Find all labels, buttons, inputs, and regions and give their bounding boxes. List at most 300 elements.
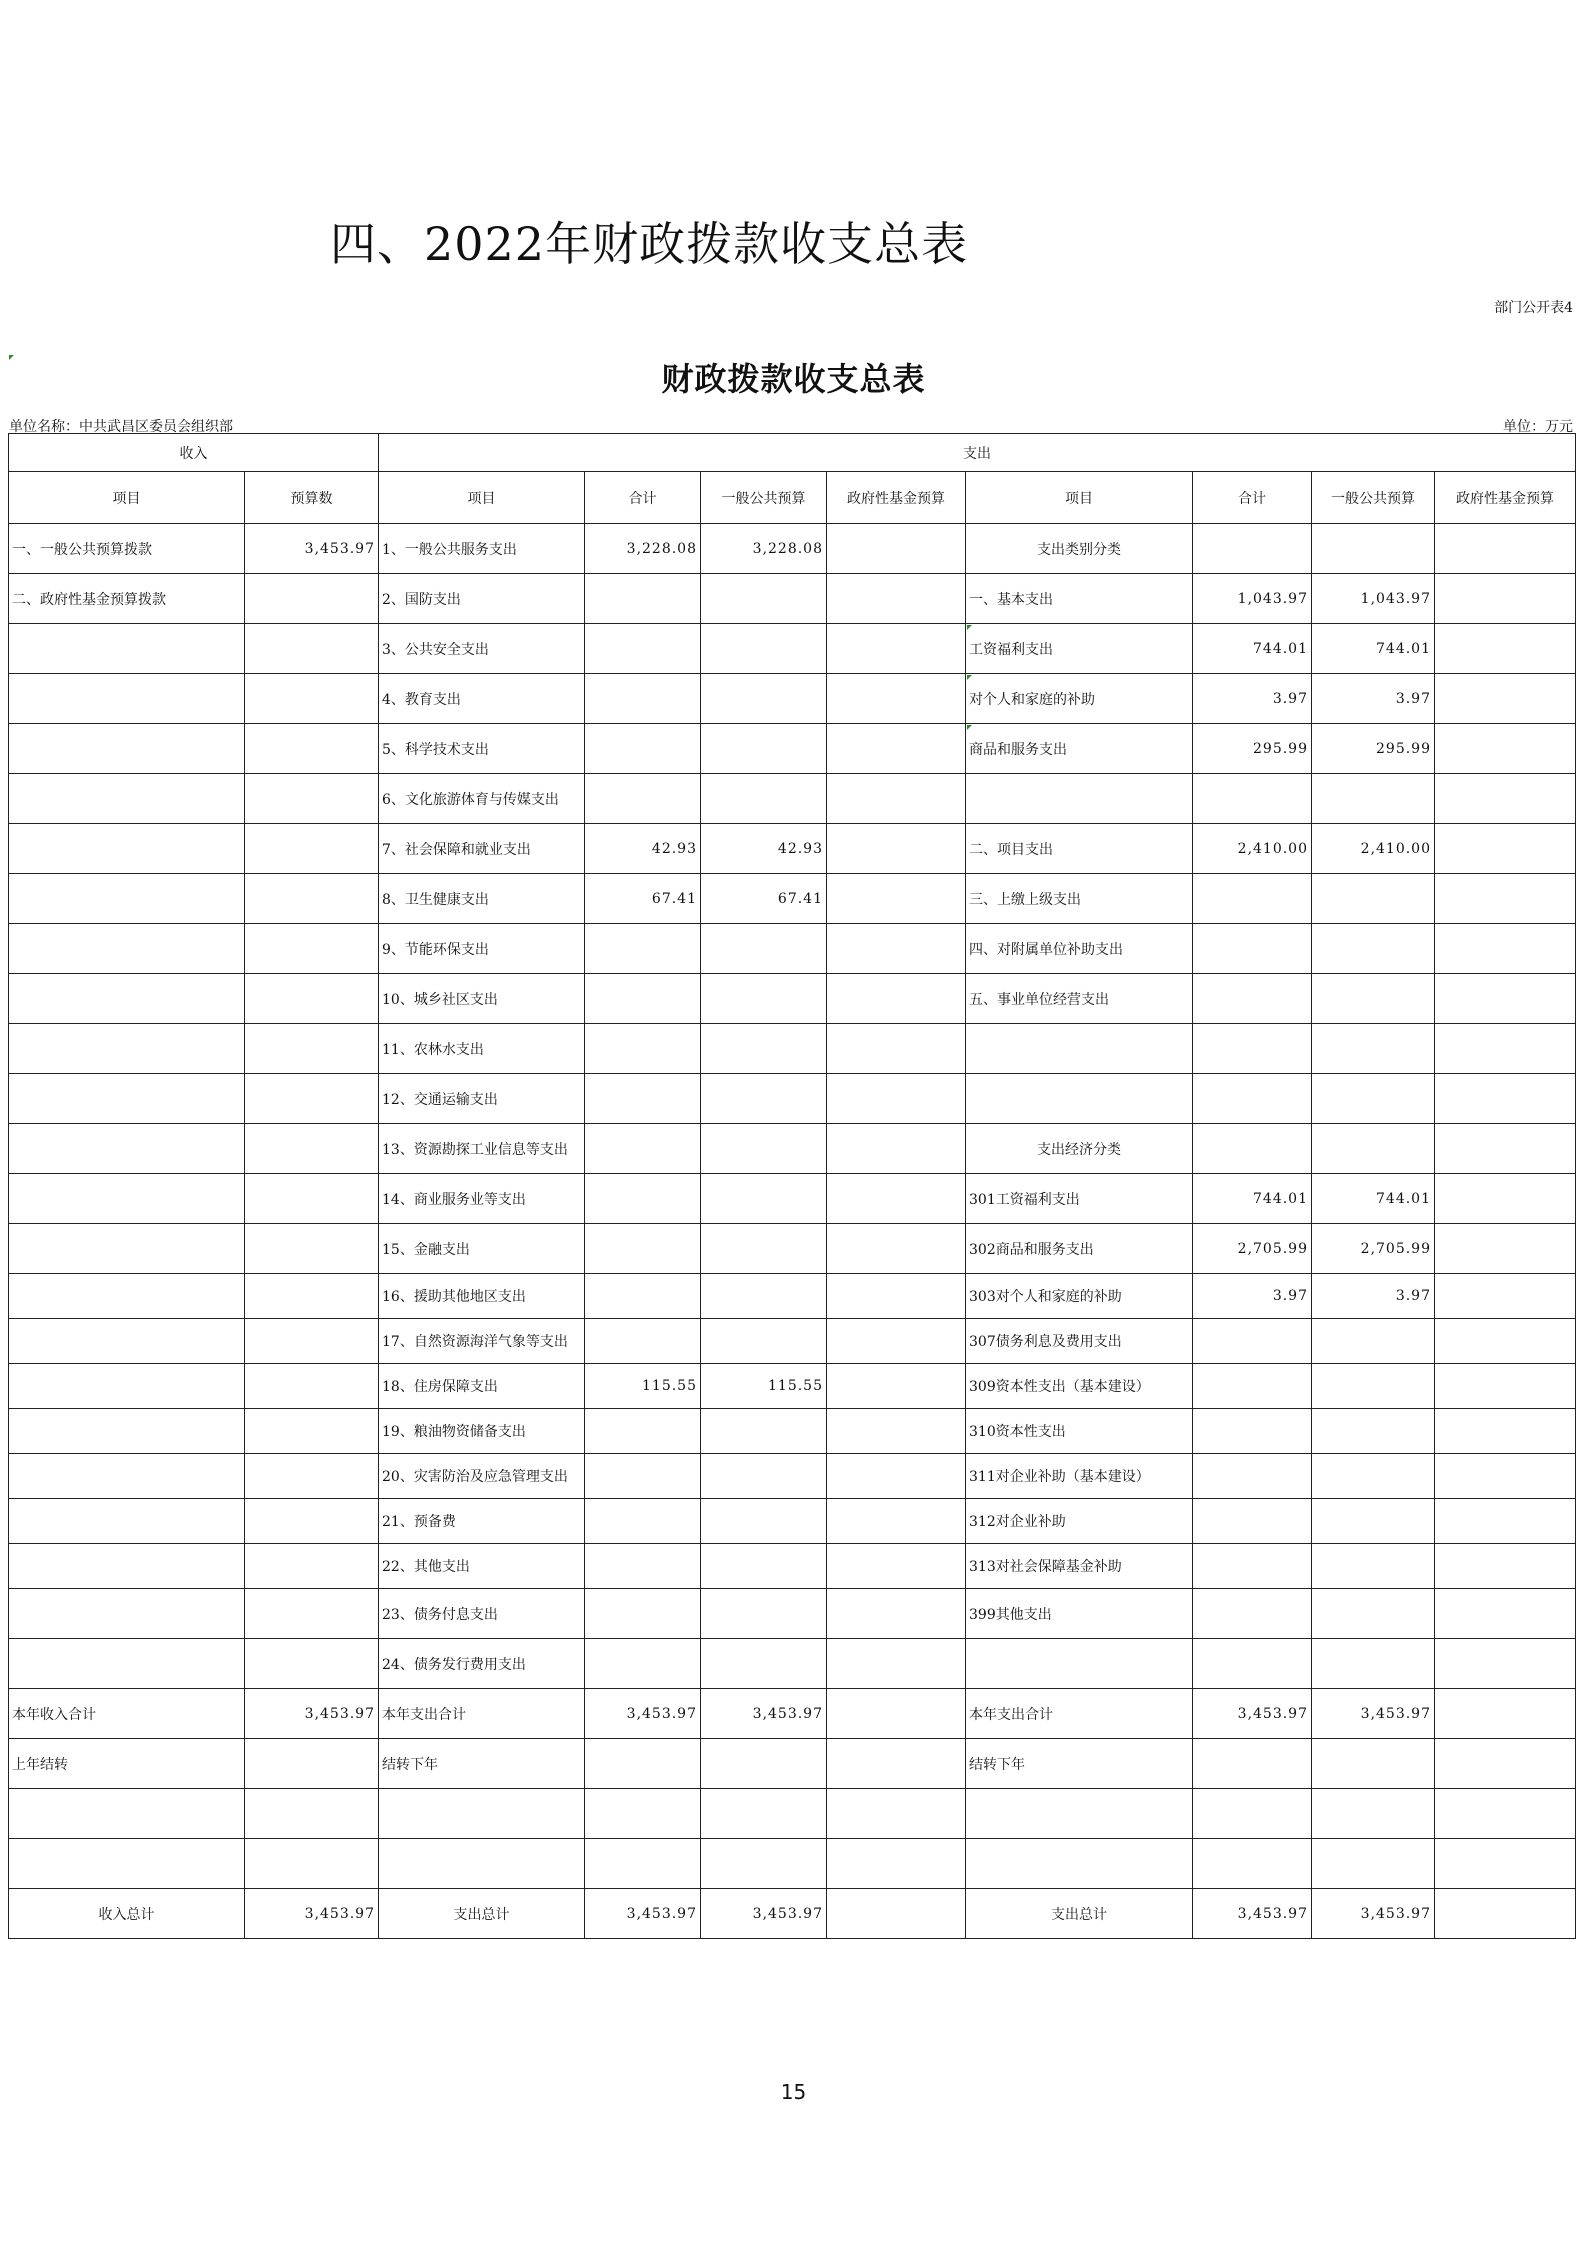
table-cell bbox=[966, 874, 1193, 924]
table-cell bbox=[379, 1789, 585, 1839]
table-cell bbox=[379, 774, 585, 824]
table-cell bbox=[585, 1224, 701, 1274]
table-cell bbox=[827, 1224, 966, 1274]
table-cell bbox=[701, 924, 827, 974]
table-cell bbox=[245, 874, 379, 924]
table-cell bbox=[701, 874, 827, 924]
cell-text: 313对社会保障基金补助 bbox=[969, 1559, 1122, 1575]
table-row bbox=[9, 1789, 1576, 1839]
table-cell bbox=[701, 824, 827, 874]
table-cell bbox=[1193, 1889, 1312, 1939]
table-row bbox=[9, 1124, 1576, 1174]
table-cell bbox=[585, 1024, 701, 1074]
table-cell bbox=[966, 1174, 1193, 1224]
table-cell bbox=[1193, 574, 1312, 624]
table-cell bbox=[827, 1789, 966, 1839]
table-cell bbox=[827, 724, 966, 774]
table-cell bbox=[245, 1024, 379, 1074]
table-row bbox=[9, 1499, 1576, 1544]
table-cell bbox=[1435, 924, 1576, 974]
cell-text: 21、预备费 bbox=[382, 1514, 456, 1530]
table-title: 财政拨款收支总表 bbox=[661, 360, 926, 398]
table-cell bbox=[379, 1024, 585, 1074]
table-cell bbox=[966, 1409, 1193, 1454]
table-cell bbox=[1193, 1174, 1312, 1224]
table-cell bbox=[1435, 1739, 1576, 1789]
table-cell bbox=[245, 1174, 379, 1224]
table-cell bbox=[585, 1124, 701, 1174]
table-cell bbox=[1312, 1174, 1435, 1224]
table-cell bbox=[827, 624, 966, 674]
table-cell bbox=[1435, 1889, 1576, 1939]
cell-text: 3,453.97 bbox=[626, 1705, 697, 1722]
cell-text: 24、债务发行费用支出 bbox=[382, 1656, 526, 1673]
table-cell bbox=[827, 1839, 966, 1889]
table-cell bbox=[585, 624, 701, 674]
cell-text: 8、卫生健康支出 bbox=[382, 891, 489, 908]
table-cell bbox=[245, 574, 379, 624]
table-cell bbox=[585, 774, 701, 824]
table-cell bbox=[827, 1409, 966, 1454]
table-cell bbox=[1193, 1499, 1312, 1544]
table-cell bbox=[585, 674, 701, 724]
table-row bbox=[9, 1274, 1576, 1319]
table-cell bbox=[9, 1789, 245, 1839]
form-id: 部门公开表4 bbox=[1494, 300, 1573, 316]
table-cell bbox=[1193, 724, 1312, 774]
table-cell bbox=[9, 824, 245, 874]
table-row bbox=[9, 1364, 1576, 1409]
cell-text: 支出经济分类 bbox=[1037, 1141, 1121, 1158]
cell-text: 1,043.97 bbox=[1237, 590, 1308, 607]
table-cell bbox=[701, 1224, 827, 1274]
table-cell bbox=[1193, 1364, 1312, 1409]
table-cell bbox=[1193, 874, 1312, 924]
table-cell bbox=[701, 1454, 827, 1499]
table-cell bbox=[1435, 674, 1576, 724]
table-cell bbox=[585, 524, 701, 574]
table-cell bbox=[701, 674, 827, 724]
table-cell bbox=[379, 924, 585, 974]
table-cell bbox=[701, 724, 827, 774]
table-cell bbox=[1312, 624, 1435, 674]
table-cell bbox=[245, 1499, 379, 1544]
cell-text: 二、项目支出 bbox=[969, 841, 1053, 858]
cell-text: 17、自然资源海洋气象等支出 bbox=[382, 1334, 568, 1350]
table-cell bbox=[701, 1689, 827, 1739]
table-cell bbox=[1193, 1124, 1312, 1174]
table-row bbox=[9, 1739, 1576, 1789]
table-cell bbox=[9, 1124, 245, 1174]
table-row bbox=[9, 1454, 1576, 1499]
cell-text: 6、文化旅游体育与传媒支出 bbox=[382, 791, 559, 808]
table-cell bbox=[1312, 1454, 1435, 1499]
table-cell bbox=[9, 1174, 245, 1224]
cell-text: 5、科学技术支出 bbox=[382, 741, 489, 758]
cell-text: 工资福利支出 bbox=[969, 641, 1053, 658]
table-cell bbox=[1312, 1364, 1435, 1409]
table-cell bbox=[1193, 924, 1312, 974]
table-cell bbox=[9, 1889, 245, 1939]
table-cell bbox=[1312, 1544, 1435, 1589]
table-cell bbox=[9, 1689, 245, 1739]
table-cell bbox=[245, 1689, 379, 1739]
column-header: 合计 bbox=[1193, 472, 1312, 524]
table-cell bbox=[701, 1024, 827, 1074]
table-cell bbox=[9, 1409, 245, 1454]
column-header: 合计 bbox=[585, 472, 701, 524]
table-cell bbox=[245, 724, 379, 774]
cell-marker-icon bbox=[967, 725, 972, 730]
table-cell bbox=[827, 674, 966, 724]
table-cell bbox=[9, 1839, 245, 1889]
table-cell bbox=[9, 874, 245, 924]
table-cell bbox=[827, 1889, 966, 1939]
table-cell bbox=[1435, 1789, 1576, 1839]
cell-text: 二、政府性基金预算拨款 bbox=[12, 591, 166, 608]
table-cell bbox=[1193, 1544, 1312, 1589]
cell-marker-icon bbox=[967, 625, 972, 630]
income-group-header: 收入 bbox=[9, 434, 379, 472]
cell-text: 744.01 bbox=[1376, 1190, 1431, 1207]
table-cell bbox=[1435, 774, 1576, 824]
table-cell bbox=[379, 1889, 585, 1939]
table-cell bbox=[827, 1739, 966, 1789]
cell-text: 311对企业补助（基本建设） bbox=[969, 1469, 1150, 1485]
table-cell bbox=[1435, 1839, 1576, 1889]
table-cell bbox=[379, 1454, 585, 1499]
table-cell bbox=[379, 524, 585, 574]
table-cell bbox=[379, 1409, 585, 1454]
table-cell bbox=[9, 624, 245, 674]
table-cell bbox=[585, 1789, 701, 1839]
table-cell bbox=[379, 1739, 585, 1789]
cell-text: 1、一般公共服务支出 bbox=[382, 541, 517, 558]
table-cell bbox=[1435, 974, 1576, 1024]
cell-text: 结转下年 bbox=[969, 1756, 1025, 1773]
table-cell bbox=[701, 1889, 827, 1939]
table-cell bbox=[827, 574, 966, 624]
table-cell bbox=[245, 674, 379, 724]
table-cell bbox=[585, 1639, 701, 1689]
table-cell bbox=[245, 774, 379, 824]
table-cell bbox=[1312, 1789, 1435, 1839]
table-cell bbox=[966, 1689, 1193, 1739]
table-cell bbox=[1193, 1319, 1312, 1364]
table-cell bbox=[701, 774, 827, 824]
table-row bbox=[9, 874, 1576, 924]
table-cell bbox=[827, 1499, 966, 1544]
table-cell bbox=[701, 1839, 827, 1889]
table-cell bbox=[1312, 1074, 1435, 1124]
table-cell bbox=[379, 1364, 585, 1409]
table-cell bbox=[1312, 674, 1435, 724]
table-cell bbox=[966, 1364, 1193, 1409]
cell-text: 42.93 bbox=[651, 840, 697, 857]
cell-text: 744.01 bbox=[1376, 640, 1431, 657]
cell-text: 3,453.97 bbox=[304, 1705, 375, 1722]
table-row bbox=[9, 1224, 1576, 1274]
cell-text: 20、灾害防治及应急管理支出 bbox=[382, 1469, 568, 1485]
table-cell bbox=[701, 1124, 827, 1174]
table-cell bbox=[701, 1074, 827, 1124]
table-cell bbox=[701, 574, 827, 624]
cell-text: 3.97 bbox=[1272, 1288, 1308, 1304]
table-cell bbox=[379, 1124, 585, 1174]
table-cell bbox=[379, 1174, 585, 1224]
table-cell bbox=[379, 1544, 585, 1589]
table-cell bbox=[1193, 1454, 1312, 1499]
table-cell bbox=[1312, 824, 1435, 874]
table-cell bbox=[585, 724, 701, 774]
cell-text: 3.97 bbox=[1395, 1288, 1431, 1304]
table-cell bbox=[245, 1589, 379, 1639]
cell-text: 115.55 bbox=[768, 1378, 823, 1394]
table-cell bbox=[1312, 1689, 1435, 1739]
table-cell bbox=[585, 1839, 701, 1889]
table-row bbox=[9, 1409, 1576, 1454]
table-cell bbox=[966, 624, 1193, 674]
table-cell bbox=[1435, 1174, 1576, 1224]
table-cell bbox=[245, 824, 379, 874]
table-cell bbox=[379, 874, 585, 924]
table-cell bbox=[701, 974, 827, 1024]
column-header: 项目 bbox=[966, 472, 1193, 524]
table-cell bbox=[9, 1639, 245, 1689]
table-cell bbox=[1435, 1689, 1576, 1739]
table-cell bbox=[9, 1544, 245, 1589]
table-row bbox=[9, 1024, 1576, 1074]
table-cell bbox=[966, 1544, 1193, 1589]
cell-text: 10、城乡社区支出 bbox=[382, 991, 498, 1008]
table-cell bbox=[245, 1839, 379, 1889]
table-cell bbox=[585, 874, 701, 924]
table-cell bbox=[379, 574, 585, 624]
cell-text: 22、其他支出 bbox=[382, 1559, 470, 1575]
cell-text: 16、援助其他地区支出 bbox=[382, 1289, 526, 1305]
table-cell bbox=[1435, 1499, 1576, 1544]
table-cell bbox=[379, 1589, 585, 1639]
table-cell bbox=[1435, 1589, 1576, 1639]
table-cell bbox=[585, 1589, 701, 1639]
cell-text: 301工资福利支出 bbox=[969, 1191, 1080, 1208]
table-row bbox=[9, 1889, 1576, 1939]
table-cell bbox=[585, 924, 701, 974]
table-cell bbox=[585, 974, 701, 1024]
cell-text: 18、住房保障支出 bbox=[382, 1379, 498, 1395]
table-cell bbox=[1312, 1274, 1435, 1319]
table-cell bbox=[1435, 1274, 1576, 1319]
table-cell bbox=[379, 1639, 585, 1689]
table-cell bbox=[379, 1839, 585, 1889]
table-cell bbox=[701, 1639, 827, 1689]
table-cell bbox=[827, 1689, 966, 1739]
table-cell bbox=[1435, 874, 1576, 924]
cell-marker-icon bbox=[967, 675, 972, 680]
cell-text: 3.97 bbox=[1395, 690, 1431, 707]
table-cell bbox=[245, 1409, 379, 1454]
table-cell bbox=[1312, 1589, 1435, 1639]
table-cell bbox=[585, 1889, 701, 1939]
cell-text: 295.99 bbox=[1253, 740, 1308, 757]
cell-text: 310资本性支出 bbox=[969, 1424, 1066, 1440]
table-cell bbox=[245, 1274, 379, 1319]
table-cell bbox=[966, 1789, 1193, 1839]
table-row bbox=[9, 1074, 1576, 1124]
cell-text: 3,453.97 bbox=[752, 1705, 823, 1722]
cell-text: 399其他支出 bbox=[969, 1606, 1052, 1623]
table-cell bbox=[1312, 1224, 1435, 1274]
cell-text: 2,705.99 bbox=[1237, 1240, 1308, 1257]
table-cell bbox=[827, 824, 966, 874]
table-cell bbox=[1435, 1024, 1576, 1074]
table-row bbox=[9, 674, 1576, 724]
table-cell bbox=[379, 974, 585, 1024]
table-cell bbox=[1312, 924, 1435, 974]
table-row bbox=[9, 524, 1576, 574]
column-header: 项目 bbox=[379, 472, 585, 524]
table-cell bbox=[9, 1074, 245, 1124]
table-cell bbox=[966, 1739, 1193, 1789]
table-cell bbox=[1312, 1124, 1435, 1174]
table-cell bbox=[585, 1174, 701, 1224]
table-cell bbox=[379, 824, 585, 874]
table-cell bbox=[827, 1319, 966, 1364]
table-cell bbox=[1435, 1124, 1576, 1174]
table-cell bbox=[585, 1364, 701, 1409]
cell-text: 五、事业单位经营支出 bbox=[969, 991, 1109, 1008]
table-row bbox=[9, 1689, 1576, 1739]
table-cell bbox=[585, 1544, 701, 1589]
table-cell bbox=[9, 1274, 245, 1319]
cell-text: 13、资源勘探工业信息等支出 bbox=[382, 1141, 568, 1158]
table-row bbox=[9, 1589, 1576, 1639]
table-cell bbox=[585, 1739, 701, 1789]
cell-text: 支出总计 bbox=[453, 1906, 510, 1923]
table-cell bbox=[1312, 574, 1435, 624]
table-cell bbox=[9, 1364, 245, 1409]
cell-text: 3,453.97 bbox=[304, 540, 375, 557]
cell-text: 3.97 bbox=[1272, 690, 1308, 707]
table-cell bbox=[966, 1224, 1193, 1274]
cell-text: 7、社会保障和就业支出 bbox=[382, 841, 531, 858]
table-cell bbox=[379, 1319, 585, 1364]
cell-text: 19、粮油物资储备支出 bbox=[382, 1424, 526, 1440]
table-cell bbox=[245, 524, 379, 574]
table-cell bbox=[827, 1544, 966, 1589]
table-cell bbox=[701, 1739, 827, 1789]
table-cell bbox=[1435, 1319, 1576, 1364]
table-cell bbox=[1193, 1589, 1312, 1639]
table-cell bbox=[1193, 1789, 1312, 1839]
cell-text: 3,453.97 bbox=[304, 1905, 375, 1922]
cell-text: 307债务利息及费用支出 bbox=[969, 1334, 1122, 1350]
table-row bbox=[9, 1839, 1576, 1889]
table-cell bbox=[966, 1024, 1193, 1074]
cell-text: 一、一般公共预算拨款 bbox=[12, 541, 152, 558]
table-cell bbox=[1193, 1409, 1312, 1454]
cell-text: 744.01 bbox=[1253, 640, 1308, 657]
table-cell bbox=[1435, 1639, 1576, 1689]
table-cell bbox=[1312, 1319, 1435, 1364]
table-cell bbox=[1312, 524, 1435, 574]
cell-text: 295.99 bbox=[1376, 740, 1431, 757]
table-cell bbox=[1435, 1454, 1576, 1499]
table-cell bbox=[1312, 1639, 1435, 1689]
table-row bbox=[9, 924, 1576, 974]
table-cell bbox=[245, 1074, 379, 1124]
table-cell bbox=[701, 1174, 827, 1224]
table-cell bbox=[827, 1074, 966, 1124]
table-cell bbox=[1312, 874, 1435, 924]
table-cell bbox=[1193, 1739, 1312, 1789]
table-cell bbox=[1312, 724, 1435, 774]
table-cell bbox=[1435, 1544, 1576, 1589]
table-cell bbox=[9, 774, 245, 824]
table-cell bbox=[827, 774, 966, 824]
cell-text: 3,228.08 bbox=[626, 540, 697, 557]
table-cell bbox=[245, 924, 379, 974]
table-cell bbox=[379, 624, 585, 674]
expense-group-header: 支出 bbox=[379, 434, 1576, 472]
cell-text: 3,453.97 bbox=[1237, 1905, 1308, 1922]
table-cell bbox=[245, 1889, 379, 1939]
table-cell bbox=[827, 874, 966, 924]
table-cell bbox=[966, 674, 1193, 724]
cell-text: 本年支出合计 bbox=[382, 1706, 466, 1723]
table-cell bbox=[245, 1319, 379, 1364]
table-cell bbox=[701, 1274, 827, 1319]
cell-text: 3,453.97 bbox=[752, 1905, 823, 1922]
table-cell bbox=[966, 1589, 1193, 1639]
table-cell bbox=[966, 1454, 1193, 1499]
table-cell bbox=[827, 924, 966, 974]
cell-text: 3,453.97 bbox=[1237, 1705, 1308, 1722]
table-cell bbox=[966, 1274, 1193, 1319]
table-cell bbox=[1312, 1739, 1435, 1789]
table-cell bbox=[1193, 1839, 1312, 1889]
table-cell bbox=[9, 524, 245, 574]
table-row bbox=[9, 574, 1576, 624]
table-cell bbox=[1435, 524, 1576, 574]
cell-text: 3,453.97 bbox=[626, 1905, 697, 1922]
table-cell bbox=[827, 1639, 966, 1689]
cell-text: 三、上缴上级支出 bbox=[969, 891, 1081, 908]
table-cell bbox=[585, 1074, 701, 1124]
table-cell bbox=[1435, 824, 1576, 874]
table-cell bbox=[701, 1364, 827, 1409]
table-cell bbox=[1312, 1024, 1435, 1074]
cell-text: 744.01 bbox=[1253, 1190, 1308, 1207]
table-row bbox=[9, 1544, 1576, 1589]
cell-text: 309资本性支出（基本建设） bbox=[969, 1379, 1150, 1395]
table-cell bbox=[701, 1409, 827, 1454]
table-cell bbox=[245, 1789, 379, 1839]
table-cell bbox=[1193, 1224, 1312, 1274]
table-cell bbox=[1312, 1409, 1435, 1454]
table-cell bbox=[1193, 624, 1312, 674]
table-cell bbox=[966, 1639, 1193, 1689]
table-cell bbox=[701, 624, 827, 674]
column-header: 一般公共预算 bbox=[701, 472, 827, 524]
table-row bbox=[9, 974, 1576, 1024]
cell-text: 9、节能环保支出 bbox=[382, 941, 489, 958]
table-cell bbox=[1435, 724, 1576, 774]
table-cell bbox=[585, 1454, 701, 1499]
cell-text: 42.93 bbox=[777, 840, 823, 857]
table-cell bbox=[1435, 1364, 1576, 1409]
table-row bbox=[9, 824, 1576, 874]
